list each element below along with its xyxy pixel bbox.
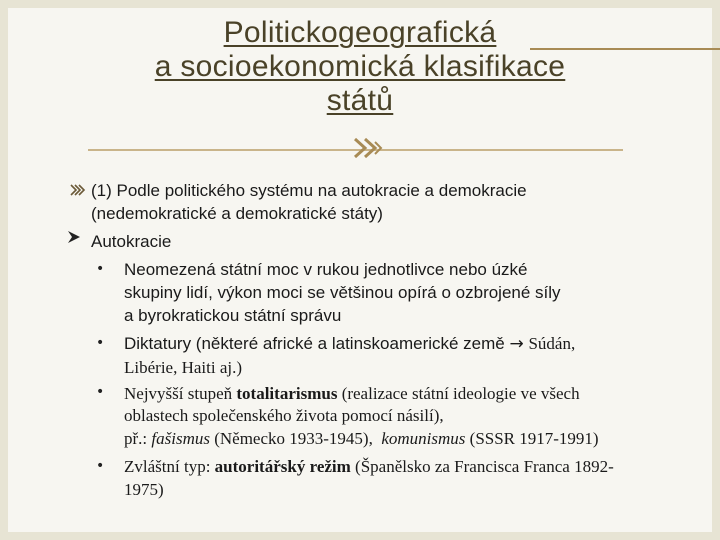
quad-arrow-bullet-icon — [70, 181, 88, 203]
item3-term-fasismus: fašismus — [151, 429, 210, 448]
item1-line-3: a byrokratickou státní správu — [124, 306, 342, 325]
item2-line-2: Libérie, Haiti aj.) — [124, 358, 243, 377]
item3-example-ussr: (SSSR 1917-1991) — [465, 429, 599, 448]
item3-term-komunismus: komunismus — [381, 429, 466, 448]
item4-line-1 — [124, 456, 614, 478]
item3-line-3 — [124, 428, 599, 450]
item3-text-a: Nejvyšší stupeň — [124, 384, 237, 403]
title-line-2: a socioekonomická klasifikace — [154, 50, 566, 83]
heading-autokracie: Autokracie — [91, 232, 172, 251]
item1-line-1: Neomezená státní moc v rukou jednotlivce nebo úzké — [124, 260, 528, 279]
item4-text-a: Zvláštní typ: — [124, 457, 215, 476]
item4-term-autoritarsky-rezim: autoritářský režim — [214, 457, 351, 476]
item3-example-germany: (Německo 1933-1945), — [209, 429, 382, 448]
item3-line-1 — [124, 383, 580, 405]
round-dot-bullet-icon: • — [96, 384, 105, 400]
round-dot-bullet-icon: • — [96, 261, 105, 277]
title-line-1: Politickogeografická — [223, 16, 497, 49]
intro-line-2: (nedemokratické a demokratické státy) — [91, 204, 383, 223]
round-dot-bullet-icon: • — [96, 335, 105, 351]
arrowhead-bullet-icon — [66, 229, 82, 251]
item4-line-2: 1975) — [124, 480, 164, 499]
item3-line-2: oblastech společenského života pomocí násilí), — [124, 406, 444, 425]
right-arrow-icon: → — [509, 334, 524, 354]
title-line-3: států — [326, 84, 394, 117]
round-dot-bullet-icon: • — [96, 458, 105, 474]
item2-sudan: Súdán, — [528, 334, 576, 353]
item3-term-totalitarismus: totalitarismus — [236, 384, 338, 403]
intro-line-1: (1) Podle politického systému na autokracie a demokracie — [91, 181, 527, 200]
item2-line-1 — [124, 333, 575, 355]
item1-line-2: skupiny lidí, výkon moci se většinou opírá o ozbrojené síly — [124, 283, 561, 302]
item4-text-c: (Španělsko za Francisca Franca 1892- — [350, 457, 614, 476]
item3-text-c: (realizace státní ideologie ve všech — [337, 384, 580, 403]
item2-text: Diktatury (některé africké a latinskoamerické země — [124, 334, 505, 353]
item3-example-prefix: př.: — [124, 429, 152, 448]
